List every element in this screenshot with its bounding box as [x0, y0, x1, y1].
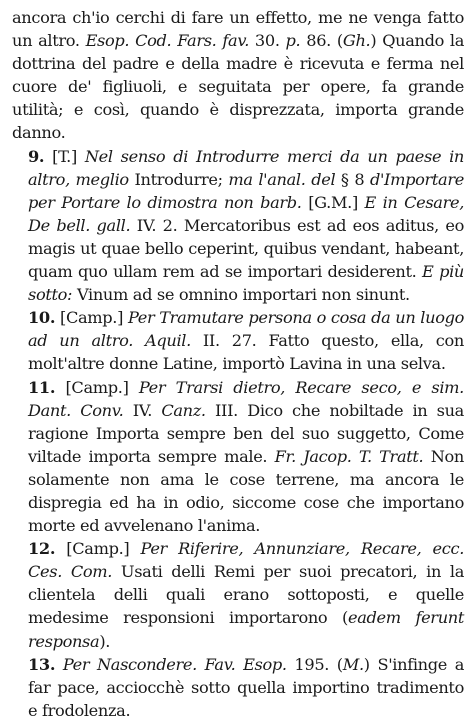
entry-p8-cont [12, 6, 464, 145]
italic-text: Per Riferire, Annunziare, Recare, ecc. Ces. Com. [28, 539, 464, 582]
body-text: 86. ( [300, 31, 343, 51]
body-text: IV. 2. Mercatoribus est ad eos aditus, eo magis ut quae bello ceperint, quibus vendant, habeant, quam quo ullam rem ad se importari desiderent. [28, 215, 465, 282]
entry-number: 11. [28, 377, 56, 397]
italic-text: d'Importare per Portare lo dimostra non barb. [28, 169, 464, 212]
body-text [55, 655, 63, 674]
italic-text: Canz. [161, 400, 206, 420]
italic-text: Nel senso di Introdurre merci da un paese in altro, meglio [28, 146, 464, 189]
body-text: ). [99, 631, 111, 651]
body-text: [Camp.] [55, 539, 141, 559]
entry-p12 [12, 537, 464, 652]
italic-text: E più sotto: [28, 262, 464, 305]
body-text: ) Quando la dottrina del padre e della madre è ricevuta e ferma nel cuore de' figliuoli, e seguitata per opere, fa grande utilità; e così, quando è disprezzata, importa grande danno. [12, 31, 465, 143]
entry-p9 [12, 145, 464, 307]
body-text: ancora ch'io cerchi di fare un effetto, me ne venga fatto un altro. [12, 8, 464, 51]
body-text: [G.M.] [301, 192, 365, 212]
entry-p10 [12, 306, 464, 375]
body-text: Vinum ad se omnino importari non sinunt. [72, 285, 410, 305]
body-text: II. 27. Fatto questo, ella, con molt'altre donne Latine, importò Lavina in una selva. [28, 331, 464, 374]
italic-text: Fr. Jacop. T. Tratt. [274, 446, 424, 466]
body-text: 195. ( [286, 654, 343, 674]
italic-text: Per Trarsi dietro, Recare seco, e sim. Dant. Conv. [28, 377, 464, 420]
entry-p11 [12, 376, 464, 538]
body-text: [Camp.] [55, 377, 139, 397]
body-text: Introdurre; [128, 169, 229, 189]
body-text: 30. [249, 31, 286, 51]
entry-number: 12. [28, 539, 56, 559]
italic-text: E in Cesare, De bell. gall. [28, 192, 465, 235]
entry-number: 13. [28, 654, 56, 674]
body-text: § 8 [335, 169, 370, 189]
italic-text: Gh. [342, 31, 371, 51]
body-text: III. Dico che nobiltade in sua ragione Importa sempre ben del suo suggetto, Come viltade importa sempre male. [28, 400, 464, 466]
italic-text: Per Nascondere. Fav. Esop. [62, 654, 287, 674]
body-text: Non solamente non ama le cose terrene, ma ancora le dispregia ed ha in odio, siccome cose che importano morte ed avvelenano l'anima. [28, 446, 464, 536]
body-text: [T.] [44, 146, 85, 166]
italic-text: M. [342, 654, 364, 674]
italic-text: Esop. Cod. Fars. fav. [85, 31, 250, 51]
dictionary-page [12, 6, 464, 722]
body-text: ) S'infinge a far pace, acciocchè sotto quella importino tradimento e frodolenza. [28, 654, 464, 720]
italic-text: Per Tramutare persona o cosa da un luogo ad un altro. Aquil. [28, 308, 464, 351]
entry-number: 10. [28, 308, 56, 328]
body-text: IV. [123, 400, 162, 420]
entry-number: 9. [28, 146, 45, 166]
italic-text: ma l'anal. del [228, 169, 336, 189]
entry-p13 [12, 653, 464, 722]
italic-text: eadem ferunt responsa [28, 608, 465, 651]
body-text: [Camp.] [55, 308, 128, 328]
body-text: Usati delli Remi per suoi precatori, in la clientela delli quali erano sottoposti, e quelle medesime responsioni importarono ( [28, 562, 464, 628]
italic-text: p. [285, 31, 301, 51]
